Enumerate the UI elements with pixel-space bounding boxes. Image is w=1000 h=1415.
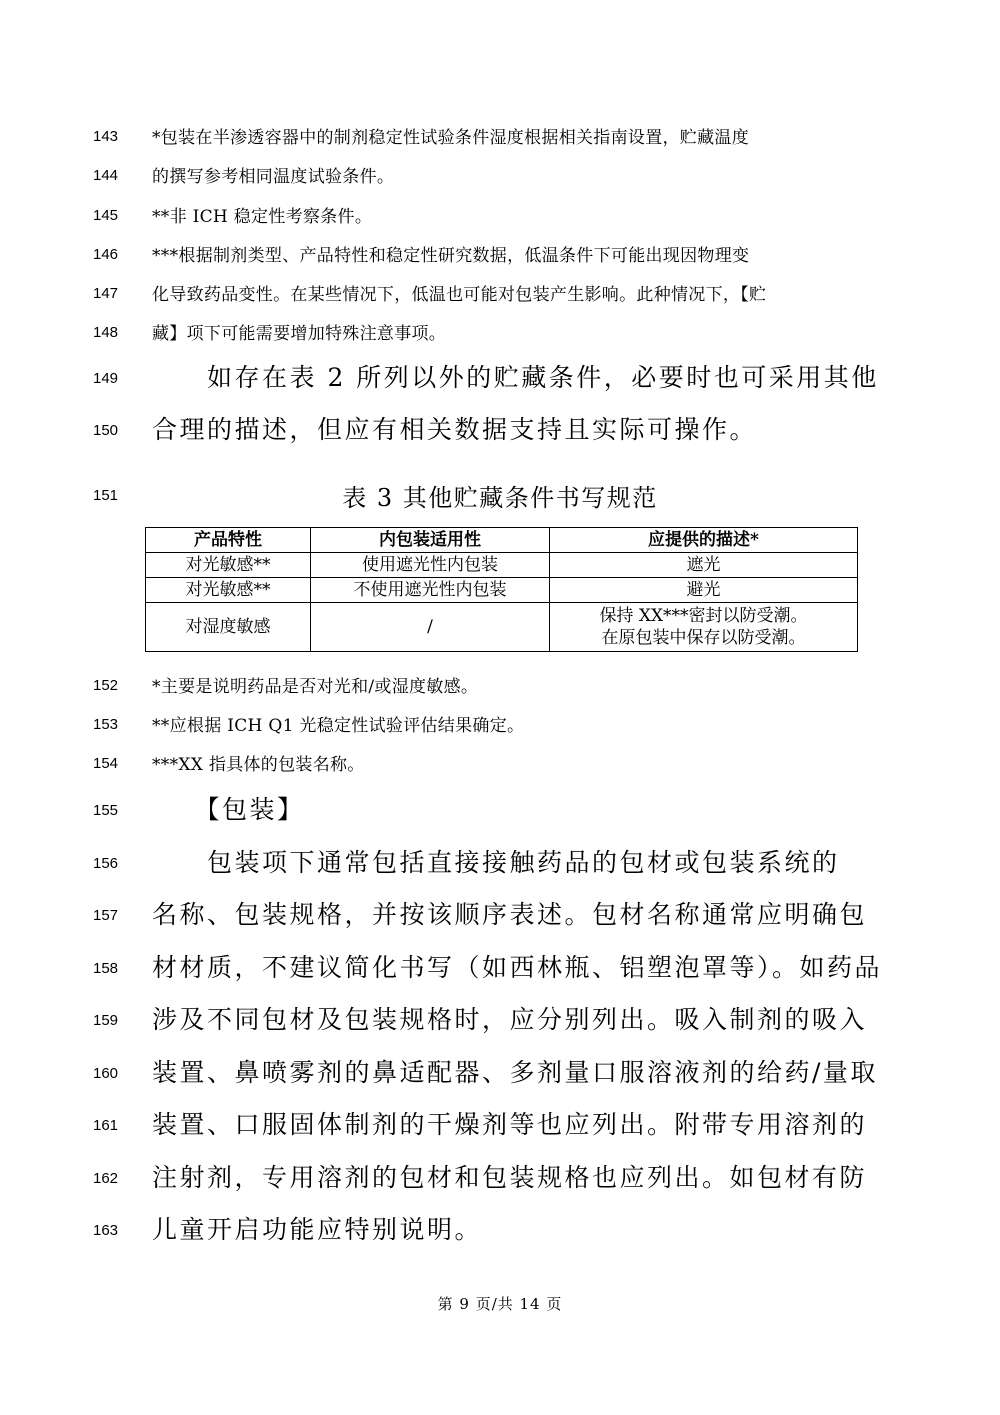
line-text: 名称、包装规格，并按该顺序表述。包材名称通常应明确包 bbox=[152, 900, 868, 929]
line-text: 藏】项下可能需要增加特殊注意事项。 bbox=[152, 324, 447, 344]
line-number: 146 bbox=[93, 246, 119, 263]
line-text: **非 ICH 稳定性考察条件。 bbox=[152, 207, 373, 227]
line-text: ***XX 指具体的包装名称。 bbox=[152, 755, 365, 775]
table-cell: / bbox=[311, 603, 550, 652]
line-text: 装置、鼻喷雾剂的鼻适配器、多剂量口服溶液剂的给药/量取 bbox=[152, 1058, 878, 1087]
line-text: 涉及不同包材及包装规格时，应分别列出。吸入制剂的吸入 bbox=[152, 1005, 868, 1034]
line-number: 154 bbox=[93, 755, 119, 772]
line-text: 合理的描述，但应有相关数据支持且实际可操作。 bbox=[152, 415, 758, 444]
line-number: 152 bbox=[93, 677, 119, 694]
table-cell-line: 保持 XX***密封以防受潮。 bbox=[599, 606, 808, 626]
line-text: 的撰写参考相同温度试验条件。 bbox=[152, 167, 395, 187]
table-row bbox=[146, 578, 858, 603]
line-number: 151 bbox=[93, 487, 119, 504]
line-number: 148 bbox=[93, 324, 119, 341]
line-text: ***根据制剂类型、产品特性和稳定性研究数据，低温条件下可能出现因物理变 bbox=[152, 246, 750, 266]
line-number: 163 bbox=[93, 1222, 119, 1239]
table-row bbox=[146, 553, 858, 578]
table-cell: 遮光 bbox=[550, 553, 858, 578]
table-cell: 对湿度敏感 bbox=[146, 603, 311, 652]
line-text: 化导致药品变性。在某些情况下，低温也可能对包装产生影响。此种情况下，【贮 bbox=[152, 285, 767, 305]
line-text: 儿童开启功能应特别说明。 bbox=[152, 1215, 483, 1244]
line-number: 156 bbox=[93, 855, 119, 872]
line-number: 161 bbox=[93, 1117, 119, 1134]
section-heading: 【包装】 bbox=[152, 795, 305, 824]
line-text: 包装项下通常包括直接接触药品的包材或包装系统的 bbox=[152, 848, 840, 877]
table-cell: 对光敏感** bbox=[146, 553, 311, 578]
line-number: 159 bbox=[93, 1012, 119, 1029]
table-header-cell: 产品特性 bbox=[146, 528, 311, 553]
table-header-row bbox=[146, 528, 858, 553]
page-footer: 第 9 页/共 14 页 bbox=[437, 1295, 563, 1313]
line-text: 注射剂，专用溶剂的包材和包装规格也应列出。如包材有防 bbox=[152, 1163, 868, 1192]
table-cell: 不使用遮光性内包装 bbox=[311, 578, 550, 603]
line-number: 160 bbox=[93, 1065, 119, 1082]
line-number: 153 bbox=[93, 716, 119, 733]
line-text: *主要是说明药品是否对光和/或湿度敏感。 bbox=[152, 677, 479, 697]
line-number: 145 bbox=[93, 207, 119, 224]
table-row bbox=[146, 603, 858, 652]
line-number: 143 bbox=[93, 128, 119, 145]
line-number: 144 bbox=[93, 167, 119, 184]
line-number: 157 bbox=[93, 907, 119, 924]
line-number: 149 bbox=[93, 370, 119, 387]
line-text: **应根据 ICH Q1 光稳定性试验评估结果确定。 bbox=[152, 716, 525, 736]
table-cell: 使用遮光性内包装 bbox=[311, 553, 550, 578]
table-header-cell: 应提供的描述* bbox=[550, 528, 858, 553]
table-title: 表 3 其他贮藏条件书写规范 bbox=[342, 484, 658, 512]
table-cell-line: 在原包装中保存以防受潮。 bbox=[601, 628, 806, 648]
storage-spec-table bbox=[145, 527, 858, 652]
table-header-cell: 内包装适用性 bbox=[311, 528, 550, 553]
line-text: *包装在半渗透容器中的制剂稳定性试验条件湿度根据相关指南设置，贮藏温度 bbox=[152, 128, 749, 148]
line-text: 如存在表 2 所列以外的贮藏条件，必要时也可采用其他 bbox=[152, 363, 879, 392]
line-number: 150 bbox=[93, 422, 119, 439]
line-number: 158 bbox=[93, 960, 119, 977]
line-number: 155 bbox=[93, 802, 119, 819]
line-number: 162 bbox=[93, 1170, 119, 1187]
table-cell-multiline bbox=[550, 603, 858, 652]
line-number: 147 bbox=[93, 285, 119, 302]
table-cell: 避光 bbox=[550, 578, 858, 603]
line-text: 材材质，不建议简化书写（如西林瓶、铝塑泡罩等）。如药品 bbox=[152, 953, 883, 982]
table-cell: 对光敏感** bbox=[146, 578, 311, 603]
line-text: 装置、口服固体制剂的干燥剂等也应列出。附带专用溶剂的 bbox=[152, 1110, 868, 1139]
